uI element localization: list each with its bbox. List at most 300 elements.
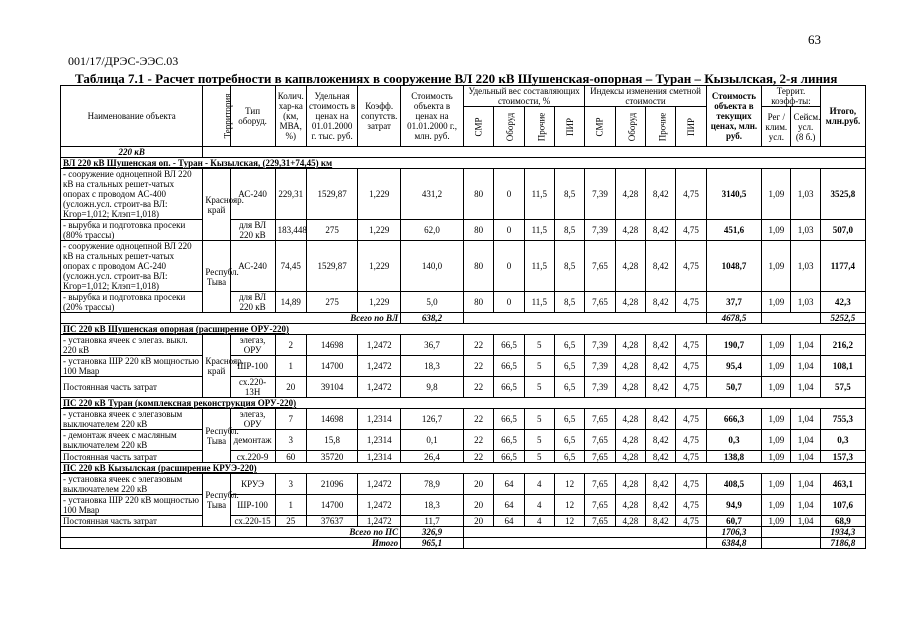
row-index: 4,28 [615,495,645,516]
total-sum-all: 7186,8 [820,538,865,549]
header-smr-2: СМР [585,107,615,147]
total-current-cost-ps: 1706,3 [706,527,761,538]
row-unit-cost: 14698 [306,335,357,356]
row-weight: 66,5 [494,451,524,463]
table-row [61,409,866,430]
row-current-cost: 138,8 [706,451,761,463]
row-weight: 12 [554,495,584,516]
row-weight: 64 [494,495,524,516]
row-unit-cost: 14700 [306,356,357,377]
row-coefficient: 1,2472 [358,516,401,527]
row-regional-coef: 1,09 [762,474,791,495]
header-cost: Стоимость объекта в ценах на 01.01.2000 г., млн. руб. [401,86,464,147]
row-index: 4,28 [615,377,645,398]
row-index: 4,75 [676,220,706,241]
total-filler [762,538,821,549]
row-weight: 5 [524,377,554,398]
row-index: 7,39 [585,356,615,377]
row-index: 4,28 [615,516,645,527]
row-territory: Республ. Тыва [203,409,230,463]
row-weight: 6,5 [554,430,584,451]
row-total: 0,3 [820,430,865,451]
row-quantity: 3 [275,430,306,451]
total-filler [762,527,821,538]
row-unit-cost: 14700 [306,495,357,516]
total-filler [463,538,706,549]
total-filler [463,313,706,324]
header-coef: Коэфф. сопутств. затрат [358,86,401,147]
row-total: 507,0 [820,220,865,241]
row-cost-2000: 78,9 [401,474,464,495]
row-index: 4,75 [676,335,706,356]
row-weight: 66,5 [494,356,524,377]
row-current-cost: 0,3 [706,430,761,451]
row-equipment-type: сх.220-15 [230,516,275,527]
header-indices: Индексы изменения сметной стоимости [585,86,706,107]
voltage-row-filler [203,147,866,158]
row-territory: Краснояр. край [203,335,230,398]
row-equipment-type: сх.220-9 [230,451,275,463]
row-index: 7,39 [585,169,615,220]
row-index: 4,75 [676,451,706,463]
row-total: 463,1 [820,474,865,495]
row-unit-cost: 1529,87 [306,241,357,292]
row-unit-cost: 14698 [306,409,357,430]
row-name: - установка ячеек с элегазовым выключателем 220 кВ [61,474,203,495]
row-weight: 6,5 [554,409,584,430]
row-quantity: 14,89 [275,292,306,313]
row-equipment-type: ШР-100 [230,495,275,516]
row-equipment-type: ШР-100 [230,356,275,377]
row-weight: 20 [463,474,493,495]
row-weight: 12 [554,516,584,527]
row-total: 42,3 [820,292,865,313]
row-seismic-coef: 1,03 [791,292,820,313]
row-equipment-type: КРУЭ [230,474,275,495]
row-regional-coef: 1,09 [762,220,791,241]
row-coefficient: 1,229 [358,241,401,292]
section-title: ВЛ 220 кВ Шушенская оп. - Туран - Кызылская, (229,31+74,45) км [61,158,866,169]
header-type: Тип оборуд. [230,86,275,147]
row-weight: 22 [463,409,493,430]
header-pir-1: ПИР [554,107,584,147]
row-cost-2000: 0,1 [401,430,464,451]
row-total: 57,5 [820,377,865,398]
row-territory: Краснояр. край [203,169,230,241]
row-name: - установка ячеек с элегаз. выкл. 220 кВ [61,335,203,356]
row-unit-cost: 1529,87 [306,169,357,220]
header-obor-2: Оборуд [615,107,645,147]
row-index: 4,75 [676,409,706,430]
total-cost-vl: 638,2 [401,313,464,324]
row-regional-coef: 1,09 [762,409,791,430]
header-name: Наименование объекта [61,86,203,147]
row-current-cost: 37,7 [706,292,761,313]
total-label-all: Итого [61,538,401,549]
voltage-row [61,147,866,158]
row-coefficient: 1,2472 [358,495,401,516]
row-weight: 20 [463,516,493,527]
row-cost-2000: 18,3 [401,495,464,516]
row-regional-coef: 1,09 [762,516,791,527]
table-row [61,292,866,313]
row-weight: 22 [463,335,493,356]
row-total: 107,6 [820,495,865,516]
row-current-cost: 1048,7 [706,241,761,292]
total-label-vl: Всего по ВЛ [61,313,401,324]
row-cost-2000: 11,7 [401,516,464,527]
row-equipment-type: для ВЛ 220 кВ [230,220,275,241]
row-territory: Республ. Тыва [203,241,230,313]
table-row [61,451,866,463]
section-title-row [61,158,866,169]
voltage-label: 220 кВ [61,147,203,158]
row-total: 157,3 [820,451,865,463]
row-index: 8,42 [646,292,676,313]
row-index: 8,42 [646,377,676,398]
row-index: 4,75 [676,495,706,516]
row-unit-cost: 39104 [306,377,357,398]
row-seismic-coef: 1,04 [791,451,820,463]
row-index: 4,75 [676,430,706,451]
row-current-cost: 94,9 [706,495,761,516]
row-index: 4,75 [676,516,706,527]
row-total: 1177,4 [820,241,865,292]
header-territorial-coef: Террит. коэфф-ты: [762,86,821,107]
row-index: 4,75 [676,292,706,313]
row-unit-cost: 15,8 [306,430,357,451]
row-weight: 8,5 [554,292,584,313]
row-cost-2000: 9,8 [401,377,464,398]
row-index: 7,65 [585,292,615,313]
header-reg: Рег / клим. усл. [762,107,791,147]
row-coefficient: 1,2472 [358,356,401,377]
row-index: 4,28 [615,241,645,292]
row-unit-cost: 275 [306,220,357,241]
row-weight: 11,5 [524,292,554,313]
section-title: ПС 220 кВ Туран (комплексная реконструкция ОРУ-220) [61,398,866,409]
row-cost-2000: 18,3 [401,356,464,377]
row-index: 4,75 [676,474,706,495]
row-name: - установка ШР 220 кВ мощностью 100 Мвар [61,356,203,377]
row-index: 4,28 [615,220,645,241]
header-row-1 [61,86,866,107]
row-cost-2000: 36,7 [401,335,464,356]
table-row [61,356,866,377]
table-row [61,516,866,527]
header-weights: Удельный вес составляющих стоимости, % [463,86,584,107]
header-proch-2: Прочие [646,107,676,147]
row-name: - сооружение одноцепной ВЛ 220 кВ на стальных решет-чатых опорах с проводом АС-400 (усложн.усл. строит-ва ВЛ: Кгор=1,012; Клэп=1,018) [61,169,203,220]
row-index: 8,42 [646,474,676,495]
row-equipment-type: АС-240 [230,241,275,292]
row-index: 8,42 [646,516,676,527]
header-pir-2: ПИР [676,107,706,147]
table-row [61,495,866,516]
row-weight: 8,5 [554,220,584,241]
header-unit-cost: Удельная стоимость в ценах на 01.01.2000 г. тыс. руб. [306,86,357,147]
total-cost-all: 965,1 [401,538,464,549]
row-equipment-type: демонтаж [230,430,275,451]
row-index: 7,65 [585,409,615,430]
row-index: 4,28 [615,292,645,313]
row-seismic-coef: 1,04 [791,430,820,451]
row-territory: Республ. Тыва [203,474,230,527]
row-seismic-coef: 1,03 [791,241,820,292]
row-regional-coef: 1,09 [762,356,791,377]
header-proch-1: Прочие [524,107,554,147]
table-row [61,377,866,398]
row-cost-2000: 5,0 [401,292,464,313]
row-index: 4,75 [676,356,706,377]
row-weight: 0 [494,292,524,313]
row-weight: 4 [524,474,554,495]
row-total: 68,9 [820,516,865,527]
row-index: 8,42 [646,356,676,377]
row-weight: 11,5 [524,220,554,241]
row-weight: 0 [494,241,524,292]
row-seismic-coef: 1,04 [791,335,820,356]
row-weight: 0 [494,169,524,220]
row-quantity: 74,45 [275,241,306,292]
row-weight: 80 [463,292,493,313]
row-weight: 80 [463,241,493,292]
row-weight: 4 [524,516,554,527]
header-obor-1: Оборуд [494,107,524,147]
row-quantity: 20 [275,377,306,398]
row-index: 8,42 [646,451,676,463]
row-seismic-coef: 1,03 [791,220,820,241]
row-current-cost: 95,4 [706,356,761,377]
row-name: Постоянная часть затрат [61,451,203,463]
row-index: 7,39 [585,220,615,241]
row-weight: 5 [524,451,554,463]
row-seismic-coef: 1,04 [791,377,820,398]
row-coefficient: 1,2314 [358,409,401,430]
row-index: 8,42 [646,335,676,356]
total-cost-ps: 326,9 [401,527,464,538]
row-quantity: 3 [275,474,306,495]
row-quantity: 25 [275,516,306,527]
row-name: - вырубка и подготовка просеки (80% трассы) [61,220,203,241]
row-regional-coef: 1,09 [762,495,791,516]
row-coefficient: 1,2472 [358,474,401,495]
row-weight: 5 [524,409,554,430]
row-regional-coef: 1,09 [762,430,791,451]
row-name: - демонтаж ячеек с масляным выключателем 220 кВ [61,430,203,451]
row-weight: 6,5 [554,377,584,398]
row-index: 7,39 [585,335,615,356]
row-current-cost: 408,5 [706,474,761,495]
row-index: 7,39 [585,377,615,398]
row-equipment-type: элегаз, ОРУ [230,409,275,430]
row-coefficient: 1,2472 [358,377,401,398]
row-weight: 20 [463,495,493,516]
row-total: 3525,8 [820,169,865,220]
row-index: 7,65 [585,430,615,451]
row-weight: 80 [463,169,493,220]
row-index: 7,65 [585,241,615,292]
row-index: 8,42 [646,409,676,430]
row-weight: 6,5 [554,451,584,463]
table-row [61,220,866,241]
row-coefficient: 1,2314 [358,430,401,451]
total-sum-ps: 1934,3 [820,527,865,538]
section-title-row [61,398,866,409]
row-seismic-coef: 1,04 [791,409,820,430]
row-current-cost: 3140,5 [706,169,761,220]
row-coefficient: 1,2314 [358,451,401,463]
row-quantity: 1 [275,356,306,377]
row-weight: 64 [494,474,524,495]
row-unit-cost: 275 [306,292,357,313]
row-name: - установка ШР 220 кВ мощностью 100 Мвар [61,495,203,516]
row-coefficient: 1,229 [358,292,401,313]
section-title-row [61,324,866,335]
row-index: 7,65 [585,451,615,463]
row-equipment-type: сх.220-13Н [230,377,275,398]
row-index: 8,42 [646,430,676,451]
document-id: 001/17/ДРЭС-ЭЭС.03 [68,54,179,68]
row-seismic-coef: 1,04 [791,356,820,377]
row-quantity: 7 [275,409,306,430]
row-index: 4,28 [615,169,645,220]
row-index: 8,42 [646,169,676,220]
total-filler [463,527,706,538]
row-weight: 66,5 [494,430,524,451]
row-quantity: 60 [275,451,306,463]
row-index: 4,28 [615,474,645,495]
row-weight: 5 [524,430,554,451]
row-cost-2000: 126,7 [401,409,464,430]
row-weight: 22 [463,356,493,377]
row-weight: 6,5 [554,335,584,356]
row-cost-2000: 140,0 [401,241,464,292]
row-index: 4,28 [615,335,645,356]
row-weight: 4 [524,495,554,516]
row-weight: 11,5 [524,241,554,292]
row-total: 216,2 [820,335,865,356]
row-weight: 66,5 [494,335,524,356]
section-title: ПС 220 кВ Шушенская опорная (расширение ОРУ-220) [61,324,866,335]
row-index: 4,75 [676,169,706,220]
row-name: Постоянная часть затрат [61,516,203,527]
table-row [61,430,866,451]
row-index: 4,75 [676,241,706,292]
row-weight: 8,5 [554,241,584,292]
row-weight: 22 [463,377,493,398]
row-current-cost: 451,6 [706,220,761,241]
table-row [61,241,866,292]
header-qty: Колич. хар-ка (км, МВА, %) [275,86,306,147]
row-coefficient: 1,229 [358,169,401,220]
total-current-cost-all: 6384,8 [706,538,761,549]
row-cost-2000: 431,2 [401,169,464,220]
row-weight: 11,5 [524,169,554,220]
row-weight: 80 [463,220,493,241]
capex-table [60,85,866,549]
table-row [61,169,866,220]
row-weight: 8,5 [554,169,584,220]
row-quantity: 1 [275,495,306,516]
total-label-ps: Всего по ПС [61,527,401,538]
row-regional-coef: 1,09 [762,451,791,463]
row-total: 755,3 [820,409,865,430]
row-index: 8,42 [646,495,676,516]
row-equipment-type: для ВЛ 220 кВ [230,292,275,313]
row-weight: 64 [494,516,524,527]
row-cost-2000: 62,0 [401,220,464,241]
row-weight: 66,5 [494,377,524,398]
row-regional-coef: 1,09 [762,169,791,220]
row-weight: 66,5 [494,409,524,430]
row-seismic-coef: 1,04 [791,495,820,516]
row-seismic-coef: 1,03 [791,169,820,220]
row-weight: 5 [524,335,554,356]
row-index: 4,28 [615,451,645,463]
row-name: - вырубка и подготовка просеки (20% трассы) [61,292,203,313]
row-index: 7,65 [585,495,615,516]
row-current-cost: 50,7 [706,377,761,398]
row-name: - установка ячеек с элегазовым выключателем 220 кВ [61,409,203,430]
row-quantity: 2 [275,335,306,356]
row-index: 8,42 [646,220,676,241]
table-title: Таблица 7.1 - Расчет потребности в капвложениях в сооружение ВЛ 220 кВ Шушенская-опорная – Туран – Кызылская, 2-я линия [75,71,838,86]
row-seismic-coef: 1,04 [791,474,820,495]
table-row [61,335,866,356]
row-weight: 12 [554,474,584,495]
header-smr-1: СМР [463,107,493,147]
row-current-cost: 190,7 [706,335,761,356]
total-sum-vl: 5252,5 [820,313,865,324]
row-total: 108,1 [820,356,865,377]
total-row-vl [61,313,866,324]
header-territory: Территория [203,86,230,147]
row-equipment-type: АС-240 [230,169,275,220]
row-coefficient: 1,2472 [358,335,401,356]
row-unit-cost: 35720 [306,451,357,463]
total-row-all [61,538,866,549]
row-index: 7,65 [585,474,615,495]
row-weight: 22 [463,430,493,451]
row-seismic-coef: 1,04 [791,516,820,527]
row-current-cost: 60,7 [706,516,761,527]
row-current-cost: 666,3 [706,409,761,430]
row-index: 7,65 [585,516,615,527]
row-regional-coef: 1,09 [762,377,791,398]
section-title: ПС 220 кВ Кызылская (расширение КРУЭ-220) [61,463,866,474]
row-index: 4,75 [676,377,706,398]
row-equipment-type: элегаз, ОРУ [230,335,275,356]
page-number: 63 [808,32,821,47]
row-index: 4,28 [615,356,645,377]
row-name: - сооружение одноцепной ВЛ 220 кВ на стальных решет-чатых опорах с проводом АС-240 (усложн.усл. строит-ва ВЛ: Кгор=1,012; Клэп=1,018) [61,241,203,292]
row-regional-coef: 1,09 [762,335,791,356]
row-name: Постоянная часть затрат [61,377,203,398]
row-quantity: 183,448 [275,220,306,241]
row-index: 4,28 [615,409,645,430]
section-title-row [61,463,866,474]
row-weight: 0 [494,220,524,241]
row-unit-cost: 37637 [306,516,357,527]
header-total: Итого, млн.руб. [820,86,865,147]
row-quantity: 229,31 [275,169,306,220]
total-filler [762,313,821,324]
row-weight: 5 [524,356,554,377]
header-current-cost: Стоимость объекта в текущих ценах, млн. руб. [706,86,761,147]
total-row-ps [61,527,866,538]
header-seism: Сейсм. усл. (8 б.) [791,107,820,147]
